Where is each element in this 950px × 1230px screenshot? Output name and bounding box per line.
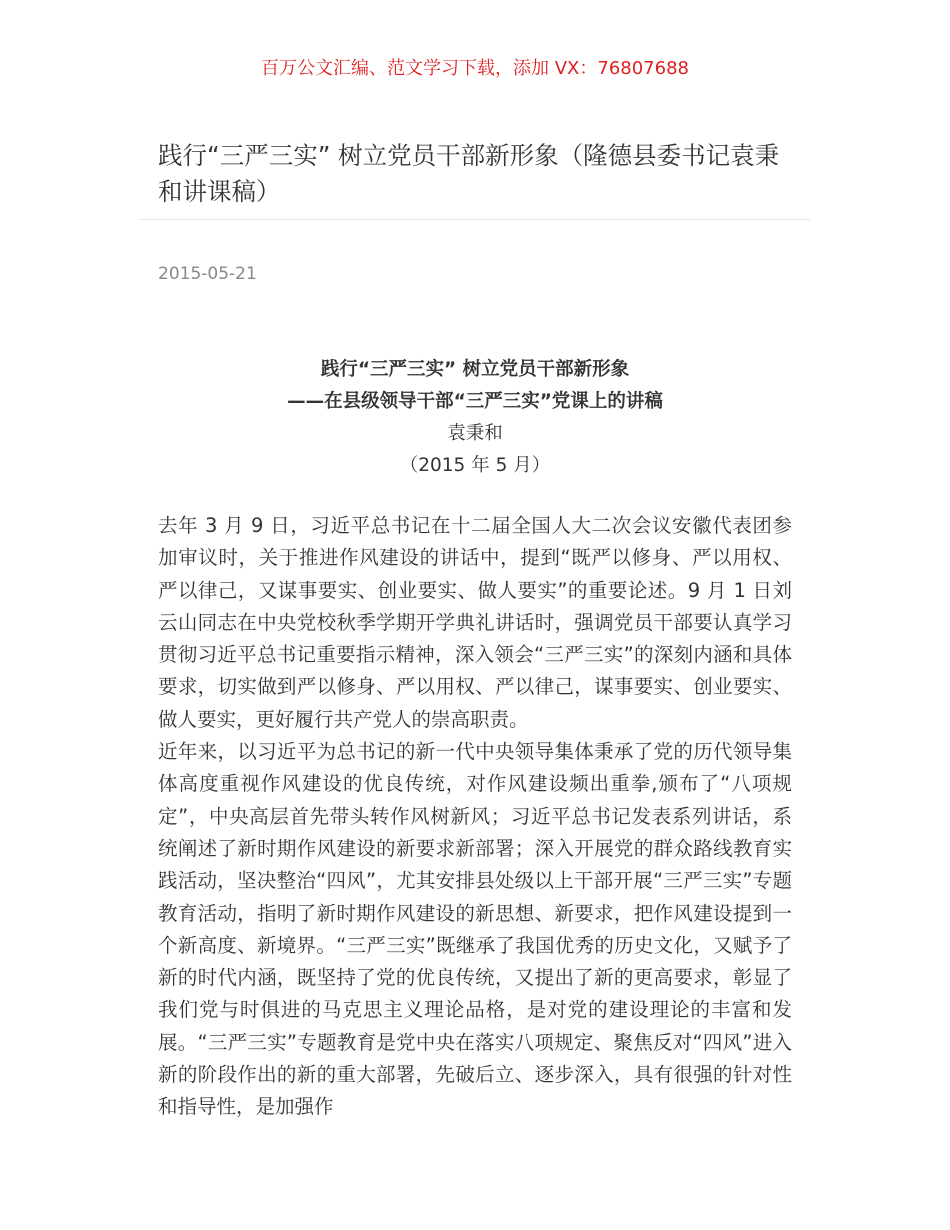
publish-date: 2015-05-21	[158, 264, 257, 284]
speech-author: 袁秉和	[447, 423, 503, 444]
paragraph: 去年 3 月 9 日，习近平总书记在十二届全国人大二次会议安徽代表团参加审议时，关于推进作风建设的讲话中，提到“既严以修身、严以用权、严以律己，又谋事要实、创业要实、做人要实”的重要论述。9 月 1 日刘云山同志在中央党校秋季学期开学典礼讲话时，强调党员干部要认真学习贯彻习近平总书记重要指示精神，深入领会“三严三实”的深刻内涵和具体要求，切实做到严以修身、严以用权、严以律己，谋事要实、创业要实、做人要实，更好履行共产党人的崇高职责。	[158, 514, 792, 731]
speech-heading	[158, 354, 792, 482]
article-title: 践行“三严三实” 树立党员干部新形象（隆德县委书记袁秉和讲课稿）	[158, 141, 780, 206]
paragraph: 近年来，以习近平为总书记的新一代中央领导集体秉承了党的历代领导集体高度重视作风建设的优良传统，对作风建设频出重拳,颁布了“八项规定”，中央高层首先带头转作风树新风；习近平总书记发表系列讲话，系统阐述了新时期作风建设的新要求新部署；深入开展党的群众路线教育实践活动，坚决整治“四风”，尤其安排县处级以上干部开展“三严三实”专题教育活动，指明了新时期作风建设的新思想、新要求，把作风建设提到一个新高度、新境界。“三严三实”既继承了我国优秀的历史文化，又赋予了新的时代内涵，既坚持了党的优良传统，又提出了新的更高要求，彰显了我们党与时俱进的马克思主义理论品格，是对党的建设理论的丰富和发展。“三严三实”专题教育是党中央在落实八项规定、聚焦反对“四风”进入新的阶段作出的新的重大部署，先破后立、逐步深入，具有很强的针对性和指导性，是加强作	[158, 740, 792, 1119]
promo-banner: 百万公文汇编、范文学习下载，添加 VX：76807688	[261, 58, 689, 79]
article-body	[158, 510, 792, 1124]
speech-date: （2015 年 5 月）	[399, 455, 551, 476]
speech-title: 践行“三严三实” 树立党员干部新形象	[320, 359, 630, 380]
speech-subtitle: ——在县级领导干部“三严三实”党课上的讲稿	[287, 391, 663, 412]
title-divider	[140, 219, 810, 220]
